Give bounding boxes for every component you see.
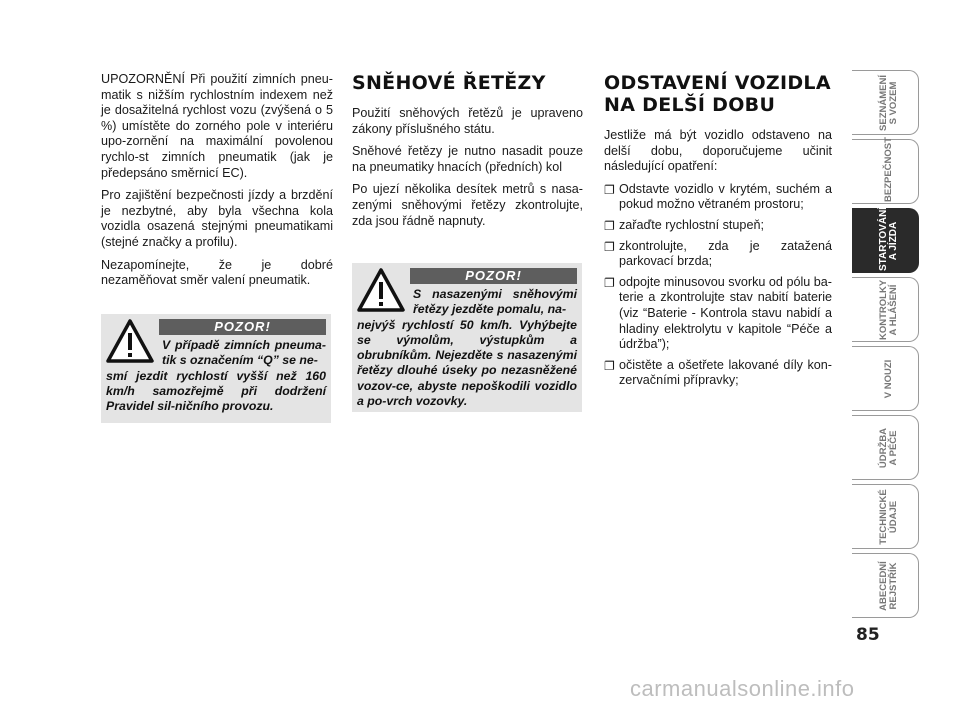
list-item-text: odpojte minusovou svorku od pólu ba-terie a zkontrolujte stav nabití baterie (viz “Baterie - Kontrola stavu nabidí a hladiny elektrolytu v kapitole “Péče a údržba”);	[619, 274, 832, 352]
tab-technicke-udaje[interactable]	[852, 484, 919, 549]
section-title-snow-chains: SNĚHOVÉ ŘETĚZY	[352, 72, 546, 94]
list-item-text: očistěte a ošetřete lakované díly kon-zervačními přípravky;	[619, 357, 832, 388]
checkbox-bullet-icon: ❐	[604, 182, 615, 197]
list-item	[604, 358, 832, 389]
checkbox-bullet-icon: ❐	[604, 275, 615, 290]
same-tyres-paragraph: Pro zajištění bezpečnosti jízdy a brzdění je nezbytné, aby byla všechna kola vozidla osazená stejnými pneumatikami (stejné značky a profilu).	[101, 188, 333, 249]
warning-box-winter-tyres	[101, 314, 331, 423]
tab-label: SEZNÁMENÍ S VOZEM	[878, 74, 899, 131]
warning-header: POZOR!	[410, 268, 577, 284]
list-item	[604, 182, 832, 213]
list-item	[604, 275, 832, 353]
tab-v-nouzi[interactable]	[852, 346, 919, 411]
checkbox-bullet-icon: ❐	[604, 239, 615, 254]
warning-header: POZOR!	[159, 319, 326, 335]
list-item-text: zařaďte rychlostní stupeň;	[619, 217, 764, 232]
list-item	[604, 218, 832, 234]
checkbox-bullet-icon: ❐	[604, 358, 615, 373]
tab-label: BEZPEČNOST	[883, 136, 894, 202]
warning-text	[106, 338, 326, 414]
warning-text-indented: V případě zimních pneuma-tik s označením “Q” se ne-	[162, 338, 326, 368]
snow-chains-law-paragraph: Použití sněhových řetězů je upraveno zákony příslušného státu.	[352, 106, 583, 136]
snow-chains-check-paragraph: Po ujezí několika desítek metrů s nasa-zenými sněhovými řetězy zkontrolujte, zda jsou řádně napnuty.	[352, 182, 583, 228]
list-item	[604, 239, 832, 270]
watermark: carmanualsonline.info	[630, 676, 855, 701]
tab-udrzba[interactable]	[852, 415, 919, 480]
list-item-text: zkontrolujte, zda je zatažená parkovací brzda;	[619, 238, 832, 269]
title-line-1: ODSTAVENÍ VOZIDLA	[604, 72, 831, 94]
tab-kontrolky[interactable]	[852, 277, 919, 342]
section-title-long-storage	[604, 72, 832, 116]
tab-bezpecnost[interactable]	[852, 136, 919, 204]
tab-label: STARTOVÁNÍ A JÍZDA	[878, 206, 899, 271]
tab-abecedni-rejstrik[interactable]	[852, 553, 919, 618]
snow-chains-drive-wheels-paragraph: Sněhové řetězy je nutno nasadit pouze na pneumatiky hnacích (předních) kol	[352, 144, 583, 174]
warning-text-body: nejvýš rychlostí 50 km/h. Vyhýbejte se výmolům, výstupkům a obrubníkům. Nejezděte s nasazenými řetězy dlouhé úseky po nezasněžené vozov-ce, abyste nepoškodili vozidlo a po-vrch vozovky.	[357, 317, 577, 409]
tab-seznameni[interactable]	[852, 70, 919, 135]
middle-column	[352, 72, 583, 236]
checkbox-bullet-icon: ❐	[604, 218, 615, 233]
page-number: 85	[856, 625, 880, 645]
list-item-text: Odstavte vozidlo v krytém, suchém a pokud možno větraném prostoru;	[619, 181, 832, 212]
warning-text-indented: S nasazenými sněhovými řetězy jezděte pomalu, na-	[413, 287, 577, 317]
tab-label: KONTROLKY A HLÁŠENÍ	[878, 279, 899, 340]
warning-text	[357, 287, 577, 409]
tab-startovani[interactable]	[852, 208, 919, 273]
winter-tyre-note: UPOZORNĚNÍ Při použití zimních pneu-matik s nižším rychlostním indexem než je dosažitelná rychlost vozu (zvýšená o 5 %) umístěte do zorného pole v interiéru upo-zornění na maximální povolenou rychlo-st zimních pneumatik (jak je předepsáno směrnicí EC).	[101, 72, 333, 180]
warning-text-body: smí jezdit rychlostí vyšší než 160 km/h samozřejmě při dodržení Pravidel sil-ničního provozu.	[106, 368, 326, 414]
title-line-2: NA DELŠÍ DOBU	[604, 94, 776, 116]
rotation-direction-paragraph: Nezapomínejte, že je dobré nezaměňovat směr valení pneumatik.	[101, 257, 333, 288]
left-column	[101, 72, 333, 296]
storage-intro-paragraph: Jestliže má být vozidlo odstaveno na delší dobu, doporučujeme učinit následující opatření:	[604, 128, 832, 174]
tab-label: V NOUZI	[883, 359, 894, 398]
tab-label: ABECEDNÍ REJSTŘÍK	[878, 560, 899, 611]
tab-label: TECHNICKÉ ÚDAJE	[878, 488, 899, 545]
warning-box-snow-chains	[352, 263, 582, 412]
storage-checklist	[604, 182, 832, 389]
tab-label: ÚDRŽBA A PÉČE	[878, 427, 899, 468]
right-column	[604, 72, 832, 394]
